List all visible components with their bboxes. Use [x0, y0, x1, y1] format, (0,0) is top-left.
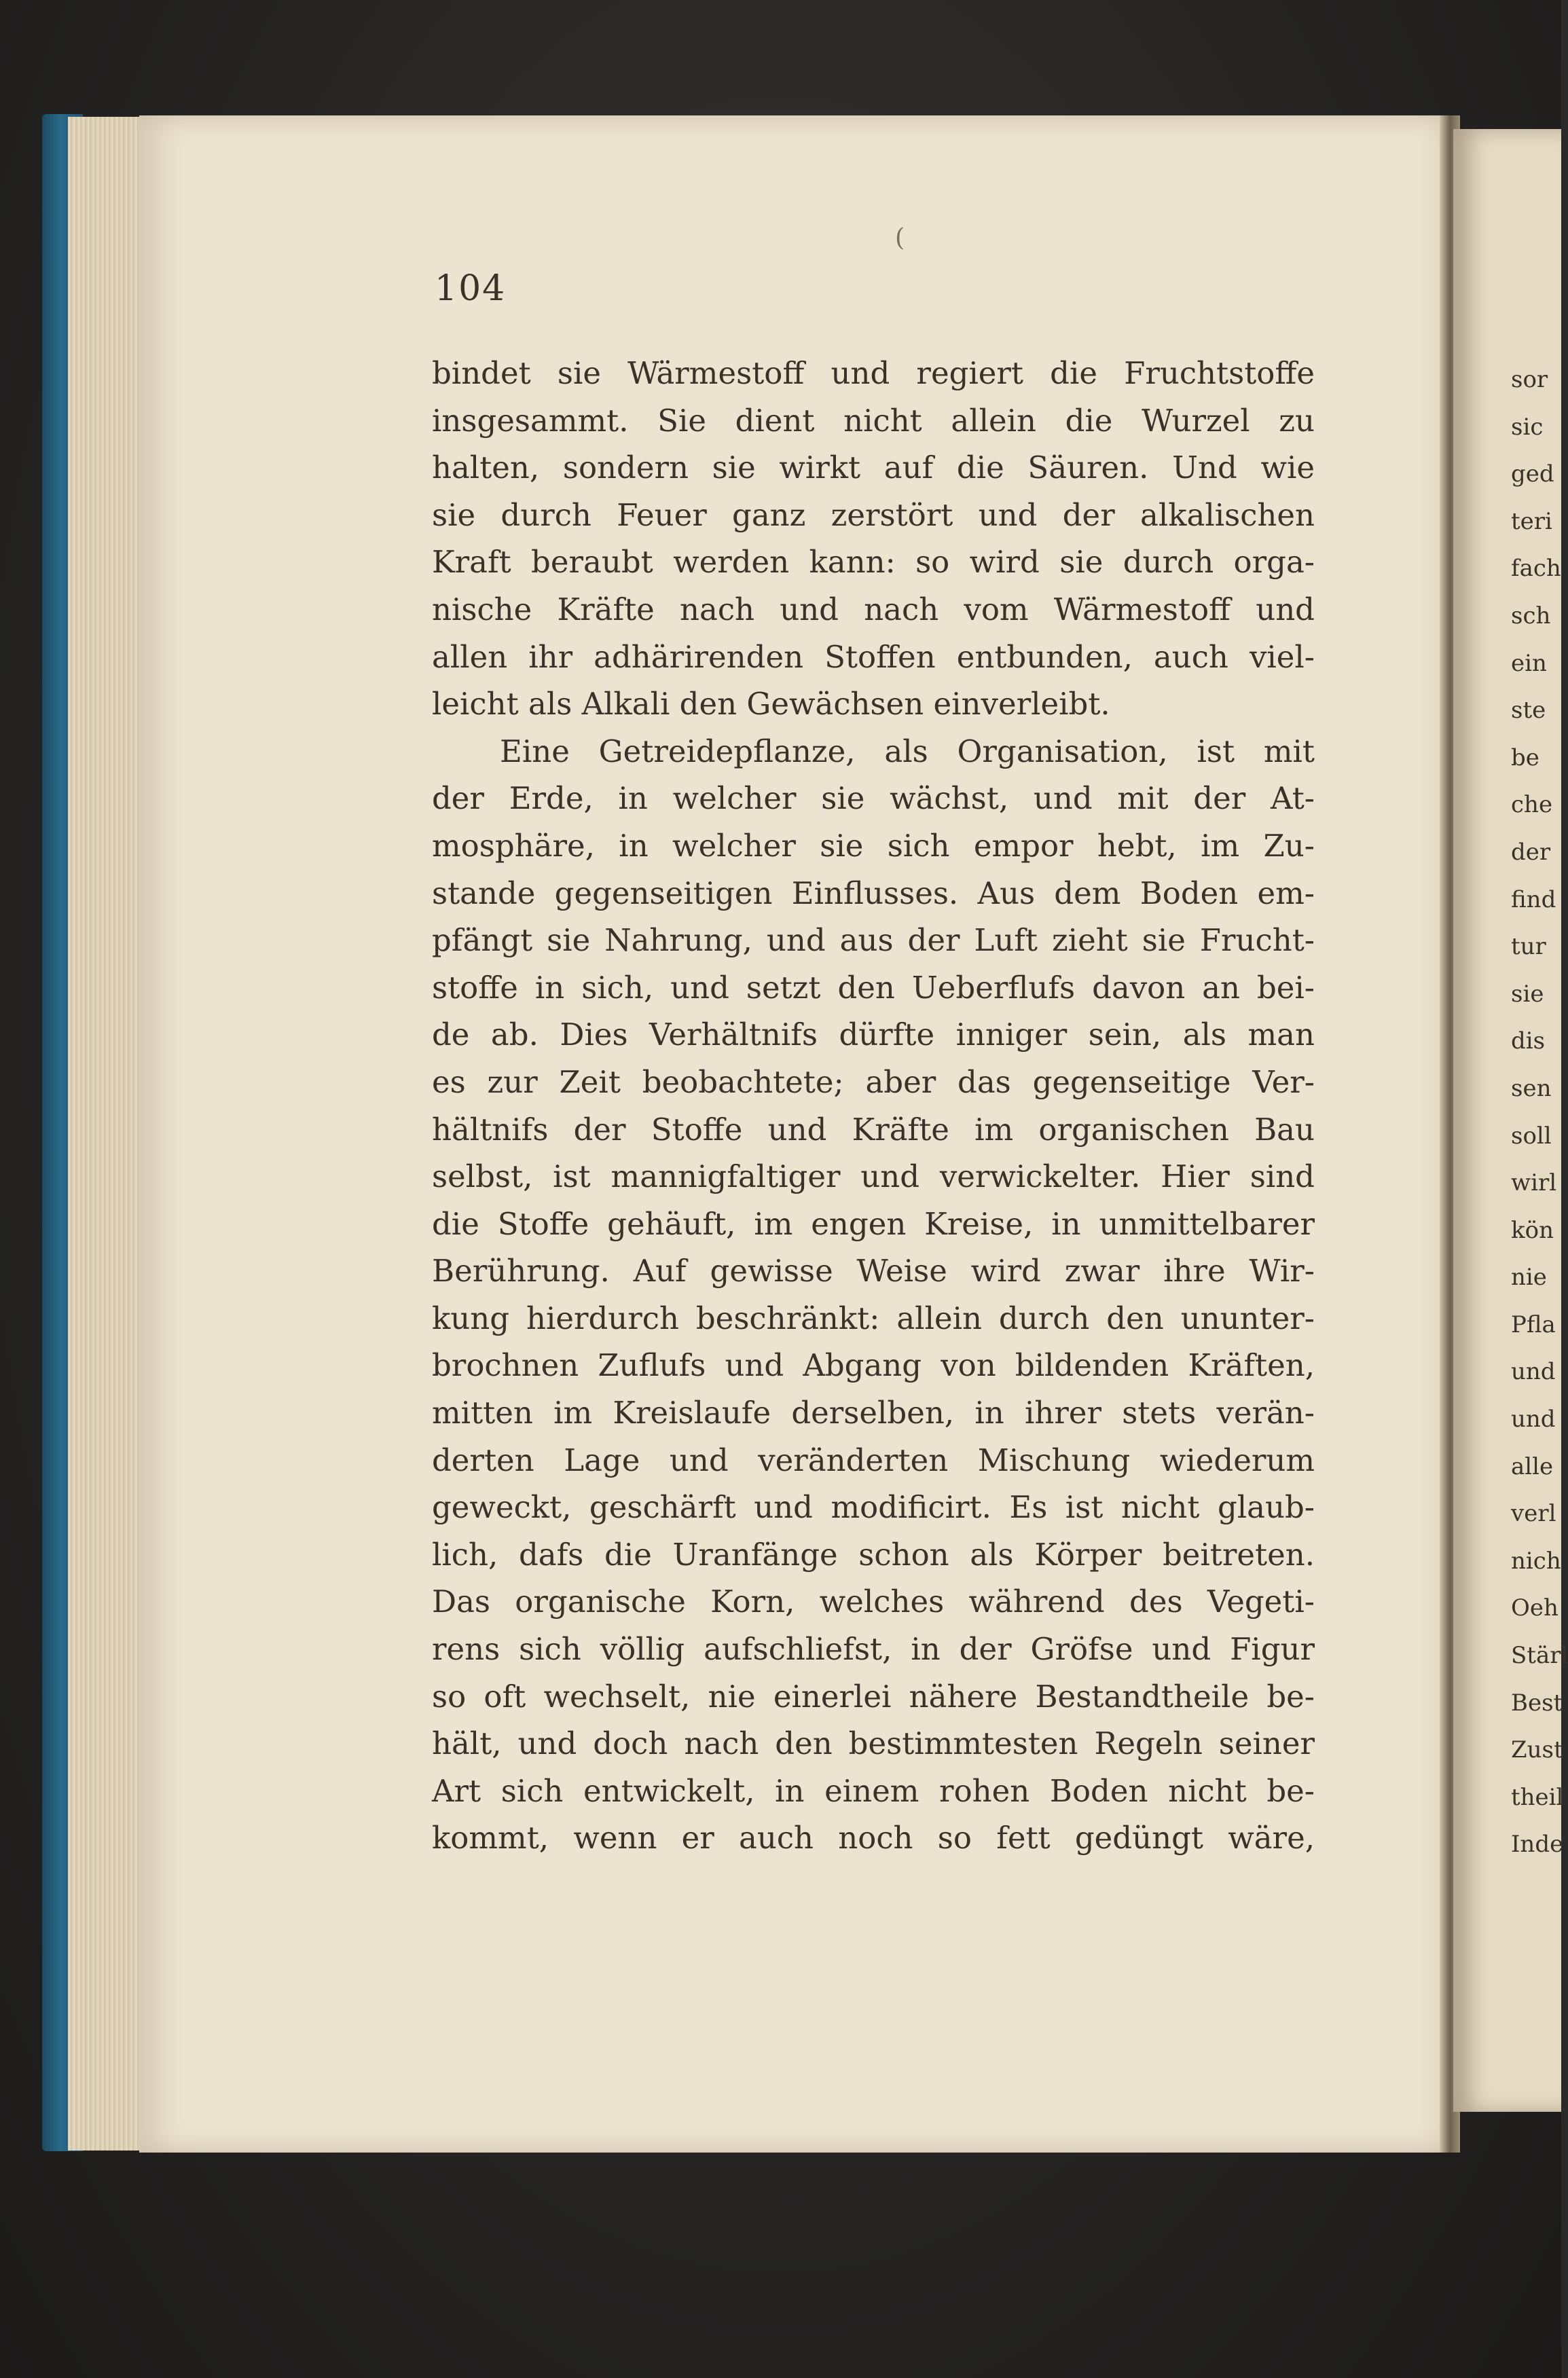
page-text — [432, 350, 1315, 1862]
facing-fragment: find — [1511, 885, 1556, 913]
text-line: Das organische Korn, welches während des Vegeti- — [432, 1584, 1315, 1620]
text-line: derten Lage und veränderten Mischung wiederum — [432, 1442, 1315, 1478]
text-line: allen ihr adhärirenden Stoffen entbunden, auch viel- — [432, 638, 1315, 675]
facing-fragment: Oeh — [1511, 1594, 1558, 1622]
text-line: hält, und doch nach den bestimmtesten Regeln seiner — [432, 1725, 1315, 1762]
text-line: kommt, wenn er auch noch so fett gedüngt wäre, — [432, 1820, 1315, 1856]
text-line: Art sich entwickelt, in einem rohen Boden nicht be- — [432, 1772, 1315, 1809]
text-line: halten, sondern sie wirkt auf die Säuren. Und wie — [432, 450, 1315, 486]
text-line: Berührung. Auf gewisse Weise wird zwar ihre Wir- — [432, 1253, 1315, 1289]
facing-fragment: nie — [1511, 1264, 1547, 1292]
text-line: de ab. Dies Verhältnifs dürfte inniger sein, als man — [432, 1017, 1315, 1053]
text-line: rens sich völlig aufschliefst, in der Gröfse und Figur — [432, 1631, 1315, 1668]
text-line: kung hierdurch beschränkt: allein durch den ununter- — [432, 1300, 1315, 1336]
facing-fragment: tur — [1511, 933, 1546, 961]
facing-fragment: theil — [1511, 1783, 1564, 1811]
facing-fragment: Pfla — [1511, 1311, 1556, 1338]
facing-fragment: kön — [1511, 1216, 1554, 1244]
facing-fragment: und — [1511, 1406, 1556, 1433]
text-line: insgesammt. Sie dient nicht allein die Wurzel zu — [432, 402, 1315, 439]
text-line: stande gegenseitigen Einflusses. Aus dem Boden em- — [432, 875, 1315, 911]
text-line: mitten im Kreislaufe derselben, in ihrer stets verän- — [432, 1395, 1315, 1431]
facing-fragment: dis — [1511, 1027, 1546, 1055]
facing-fragment: und — [1511, 1358, 1556, 1386]
page-number: 104 — [435, 268, 507, 309]
text-line: Eine Getreidepflanze, als Organisation, ist mit — [500, 733, 1315, 769]
text-line: so oft wechselt, nie einerlei nähere Bestandtheile be- — [432, 1678, 1315, 1715]
text-line: Kraft beraubt werden kann: so wird sie durch orga- — [432, 544, 1315, 581]
facing-fragment: soll — [1511, 1122, 1552, 1150]
stray-mark: ( — [895, 224, 905, 252]
facing-fragment: Zust — [1511, 1736, 1563, 1764]
text-line: mosphäre, in welcher sie sich empor hebt, im Zu- — [432, 827, 1315, 864]
text-line: nische Kräfte nach und nach vom Wärmestoff und — [432, 591, 1315, 627]
facing-fragment: be — [1511, 744, 1539, 771]
text-line: stoffe in sich, und setzt den Ueberflufs davon an bei- — [432, 969, 1315, 1006]
text-line: selbst, ist mannigfaltiger und verwickelter. Hier sind — [432, 1158, 1315, 1195]
facing-fragment: verl — [1511, 1500, 1556, 1528]
text-line: sie durch Feuer ganz zerstört und der alkalischen — [432, 496, 1315, 533]
text-line: hältnifs der Stoffe und Kräfte im organischen Bau — [432, 1111, 1315, 1148]
text-line: lich, dafs die Uranfänge schon als Körper beitreten. — [432, 1536, 1315, 1573]
text-line: leicht als Alkali den Gewächsen einverleibt. — [432, 686, 1110, 722]
facing-fragment: fach — [1511, 555, 1561, 583]
facing-fragment: sch — [1511, 602, 1551, 629]
facing-fragment: Stärl — [1511, 1642, 1568, 1670]
text-line: bindet sie Wärmestoff und regiert die Fruchtstoffe — [432, 355, 1315, 391]
text-line: brochnen Zuflufs und Abgang von bildenden Kräften, — [432, 1347, 1315, 1384]
text-line: die Stoffe gehäuft, im engen Kreise, in unmittelbarer — [432, 1205, 1315, 1242]
facing-fragment: che — [1511, 791, 1553, 819]
facing-fragment: Inde — [1511, 1831, 1564, 1859]
page-stack-edge — [68, 117, 149, 2151]
facing-fragment: wirl — [1511, 1169, 1557, 1197]
facing-fragment: der — [1511, 838, 1551, 866]
facing-fragment: sor — [1511, 366, 1548, 393]
text-line: pfängt sie Nahrung, und aus der Luft zieht sie Frucht- — [432, 922, 1315, 959]
facing-fragment: ged — [1511, 460, 1554, 488]
facing-fragment: Best — [1511, 1689, 1563, 1717]
text-line: es zur Zeit beobachtete; aber das gegenseitige Ver- — [432, 1063, 1315, 1100]
text-line: geweckt, geschärft und modificirt. Es ist nicht glaub- — [432, 1489, 1315, 1526]
facing-fragment: alle — [1511, 1452, 1554, 1480]
facing-fragment: ein — [1511, 649, 1547, 677]
facing-fragment: teri — [1511, 507, 1552, 535]
facing-fragment: sie — [1511, 980, 1544, 1008]
facing-page-text — [1511, 356, 1568, 1869]
text-line: der Erde, in welcher sie wächst, und mit der At- — [432, 780, 1315, 817]
facing-fragment: sen — [1511, 1074, 1552, 1102]
facing-fragment: sic — [1511, 413, 1544, 441]
facing-fragment: ste — [1511, 697, 1546, 725]
facing-fragment: nich — [1511, 1547, 1561, 1575]
